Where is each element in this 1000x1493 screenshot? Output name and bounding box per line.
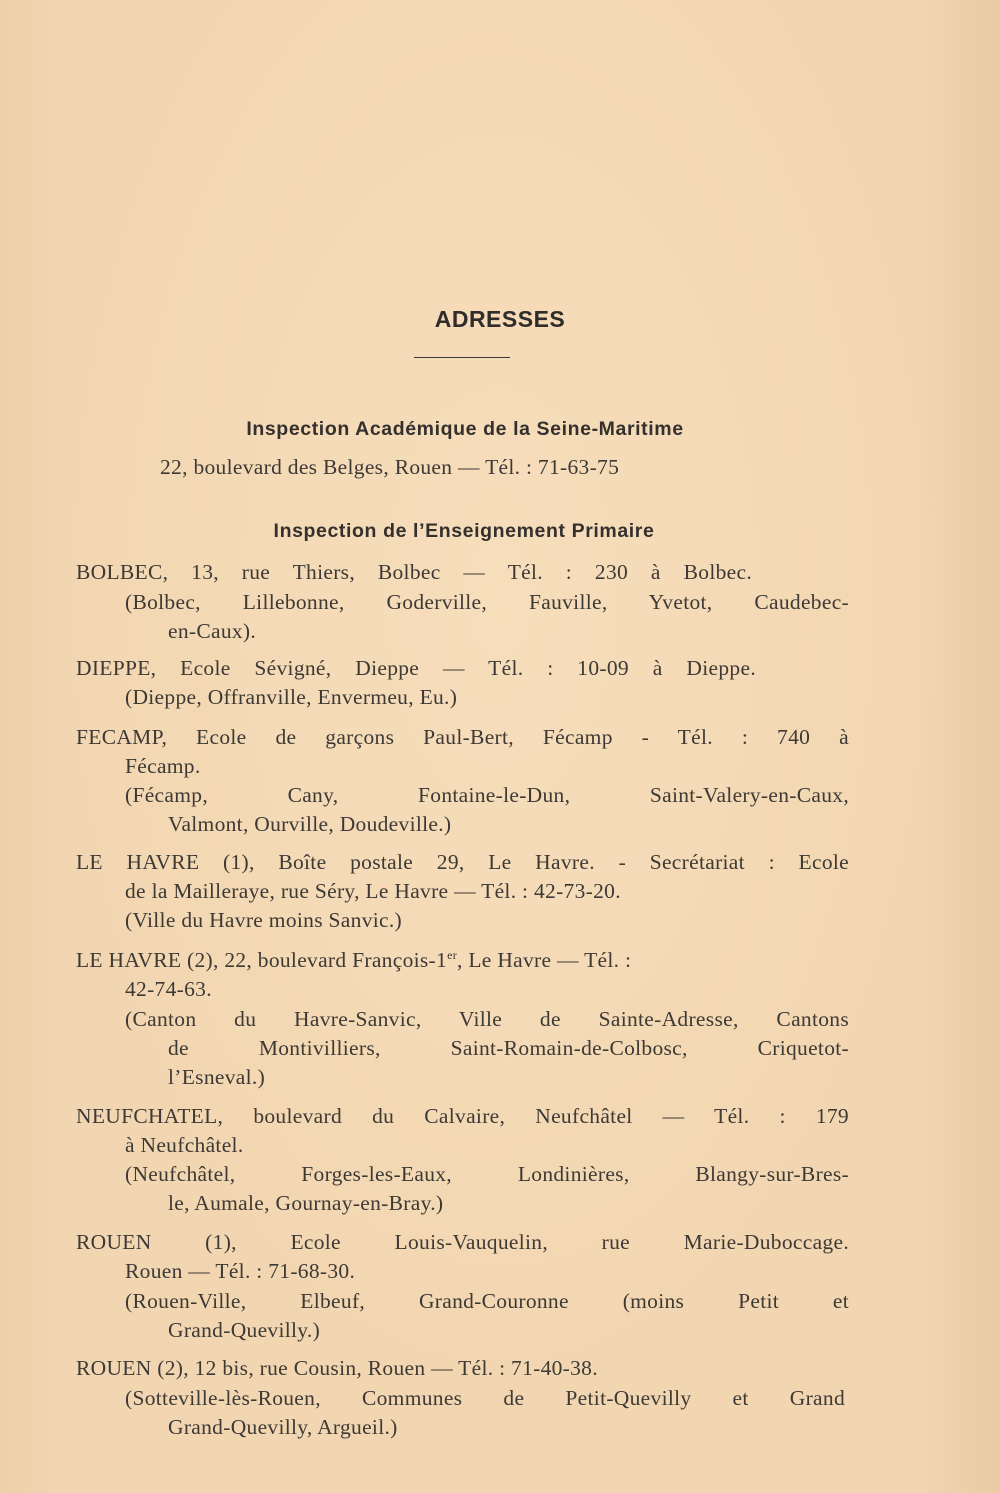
- entry-line: 42-74-63.: [125, 977, 212, 1001]
- entry-cantons: (Neufchâtel, Forges-les-Eaux, Londinières, Blangy-sur-Bres-: [125, 1162, 849, 1186]
- section-heading-academique: Inspection Académique de la Seine-Maritime: [246, 418, 684, 440]
- entry-line: Fécamp.: [125, 754, 201, 778]
- entry-line: DIEPPE, Ecole Sévigné, Dieppe — Tél. : 10-09 à Dieppe.: [76, 656, 756, 680]
- entry-cantons: (Rouen-Ville, Elbeuf, Grand-Couronne (moins Petit et: [125, 1289, 849, 1313]
- entry-line-part: [76, 946, 631, 975]
- entry-line: NEUFCHATEL, boulevard du Calvaire, Neufchâtel — Tél. : 179: [76, 1104, 849, 1128]
- entry-line: de la Mailleraye, rue Séry, Le Havre — Tél. : 42-73-20.: [125, 879, 621, 903]
- entry-text: LE HAVRE (2), 22, boulevard François-1: [76, 948, 448, 972]
- entry-line: ROUEN (1), Ecole Louis-Vauquelin, rue Marie-Duboccage.: [76, 1230, 849, 1254]
- entry-cantons: Grand-Quevilly, Argueil.): [168, 1415, 398, 1439]
- entry-cantons: (Canton du Havre-Sanvic, Ville de Sainte-Adresse, Cantons: [125, 1007, 849, 1031]
- section-heading-primaire: Inspection de l’Enseignement Primaire: [273, 520, 655, 542]
- entry-line: BOLBEC, 13, rue Thiers, Bolbec — Tél. : 230 à Bolbec.: [76, 560, 752, 584]
- entry-cantons: (Dieppe, Offranville, Envermeu, Eu.): [125, 685, 458, 709]
- entry-cantons: (Sotteville-lès-Rouen, Communes de Petit-Quevilly et Grand: [125, 1386, 845, 1410]
- entry-line: ROUEN (2), 12 bis, rue Cousin, Rouen — Tél. : 71-40-38.: [76, 1356, 598, 1380]
- entry-text: , Le Havre — Tél. :: [457, 948, 632, 972]
- entry-cantons: (Fécamp, Cany, Fontaine-le-Dun, Saint-Valery-en-Caux,: [125, 783, 849, 807]
- entry-line: FECAMP, Ecole de garçons Paul-Bert, Fécamp - Tél. : 740 à: [76, 725, 849, 749]
- entry-cantons: Valmont, Ourville, Doudeville.): [168, 812, 452, 836]
- entry-cantons: (Bolbec, Lillebonne, Goderville, Fauville, Yvetot, Caudebec-: [125, 590, 849, 614]
- entry-line: [76, 946, 849, 975]
- academique-address: 22, boulevard des Belges, Rouen — Tél. : 71-63-75: [160, 455, 620, 479]
- entry-line: LE HAVRE (1), Boîte postale 29, Le Havre. - Secrétariat : Ecole: [76, 850, 849, 874]
- entry-cantons: l’Esneval.): [168, 1065, 266, 1089]
- entry-cantons: le, Aumale, Gournay-en-Bray.): [168, 1191, 444, 1215]
- entry-cantons: Grand-Quevilly.): [168, 1318, 321, 1342]
- title-rule: [414, 357, 510, 358]
- page-title: ADRESSES: [434, 306, 566, 332]
- entry-cantons: en-Caux).: [168, 619, 257, 643]
- superscript: er: [447, 948, 458, 962]
- entry-cantons: de Montivilliers, Saint-Romain-de-Colbosc, Criquetot-: [168, 1036, 849, 1060]
- entry-cantons: (Ville du Havre moins Sanvic.): [125, 908, 402, 932]
- entry-line: Rouen — Tél. : 71-68-30.: [125, 1259, 356, 1283]
- entry-line: à Neufchâtel.: [125, 1133, 244, 1157]
